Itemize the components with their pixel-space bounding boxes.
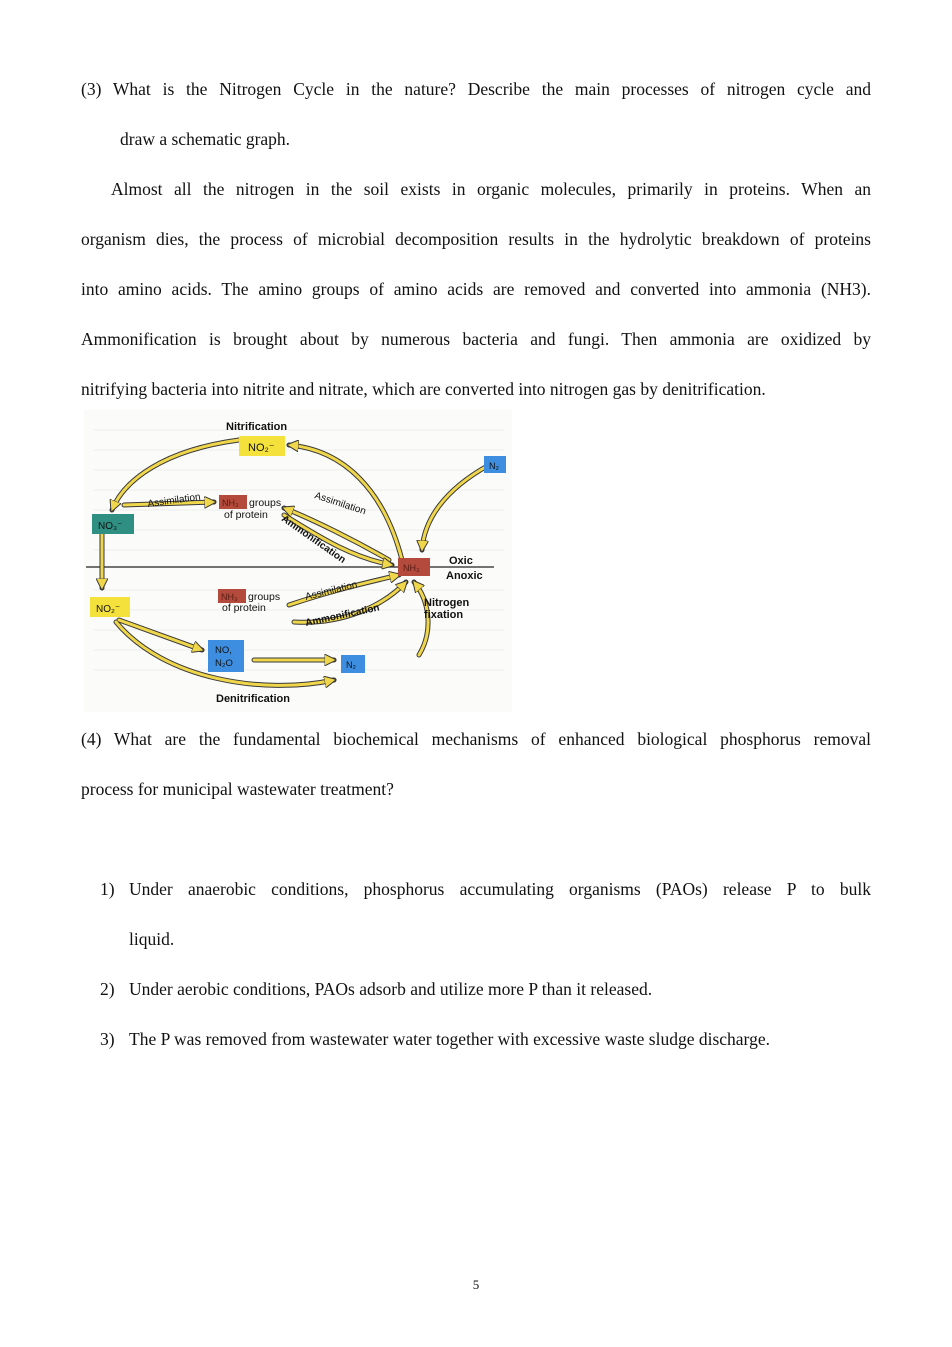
anoxic-label: Anoxic — [446, 570, 483, 582]
assimilation-label-1: Assimilation — [146, 491, 202, 510]
question-4-line-2: process for municipal wastewater treatment? — [81, 779, 394, 799]
nitrogen-label: Nitrogen — [424, 597, 470, 609]
fixation-label: fixation — [424, 609, 464, 621]
question-3-line-1: (3) What is the Nitrogen Cycle in the nature? Describe the main processes of nitrogen cycle and — [81, 79, 871, 99]
oxic-label: Oxic — [449, 555, 473, 567]
denitrification-label: Denitrification — [216, 693, 290, 705]
answer-3-line-1: Almost all the nitrogen in the soil exists in organic molecules, primarily in proteins. When an — [111, 179, 871, 199]
answer-4-item-1-number: 1) — [100, 879, 115, 899]
groups-bottom-label: groups — [248, 591, 281, 603]
n2-top-label: N₂ — [489, 461, 499, 471]
answer-4-item-1-text: Under anaerobic conditions, phosphorus accumulating organisms (PAOs) release P to bulk — [129, 879, 871, 899]
n2-bottom-label: N₂ — [346, 660, 356, 670]
no3-label: NO₃⁻ — [98, 521, 123, 532]
nitrogen-cycle-diagram — [84, 410, 512, 712]
assimilation-label-2: Assimilation — [313, 490, 368, 518]
page-number: 5 — [472, 1277, 480, 1292]
of-protein-top-label: of protein — [224, 509, 268, 521]
of-protein-bottom-label: of protein — [222, 602, 266, 614]
answer-3-line-2: organism dies, the process of microbial decomposition results in the hydrolytic breakdown of proteins — [81, 229, 871, 249]
answer-3-line-4: Ammonification is brought about by numerous bacteria and fungi. Then ammonia are oxidized by — [81, 329, 871, 349]
answer-4-item-2-number: 2) — [100, 979, 115, 999]
nh3-center-label: NH₃ — [403, 563, 420, 573]
groups-top-label: groups — [249, 497, 282, 509]
assimilation-label-3: Assimilation — [304, 579, 359, 603]
no2-bottom-label: NO₂⁻ — [96, 604, 121, 615]
no2-top-label: NO₂⁻ — [248, 442, 275, 454]
answer-3-line-5: nitrifying bacteria into nitrite and nitrate, which are converted into nitrogen gas by denitrification. — [81, 379, 766, 399]
nh3-groups-bottom-label: NH₃ — [221, 592, 238, 602]
nitrification-label: Nitrification — [226, 421, 288, 433]
nh3-groups-top-label: NH₃ — [222, 498, 239, 508]
no-label: NO, — [215, 645, 232, 656]
answer-4-item-3-number: 3) — [100, 1029, 115, 1049]
answer-4-item-2-text: Under aerobic conditions, PAOs adsorb and utilize more P than it released. — [129, 979, 653, 999]
answer-4-item-1-continuation: liquid. — [129, 929, 175, 949]
question-4-line-1: (4) What are the fundamental biochemical mechanisms of enhanced biological phosphorus removal — [81, 729, 871, 749]
ammonification-bottom-label: Ammonification — [304, 602, 381, 629]
question-3-line-2: draw a schematic graph. — [120, 129, 291, 149]
answer-4-item-3-text: The P was removed from wastewater water together with excessive waste sludge discharge. — [129, 1029, 770, 1049]
n2o-label: N₂O — [215, 658, 233, 669]
answer-3-line-3: into amino acids. The amino groups of amino acids are removed and converted into ammonia (NH3). — [81, 279, 871, 299]
ammonification-diagonal-label: Ammonification — [279, 513, 348, 566]
